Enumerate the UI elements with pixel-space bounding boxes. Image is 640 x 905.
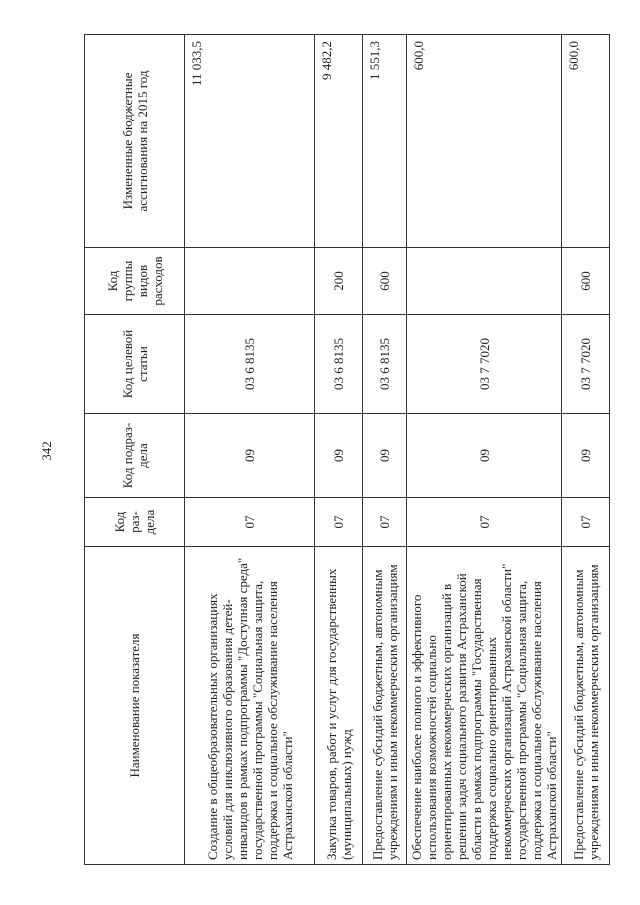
cell-name: Создание в общеобразовательных организациях условий для инклюзивного образования детей-инвалидов в рамках подпрограммы "Доступная среда" государственной программы "Социальная защита, поддержка и социальное обслуживание населения Астраханской области" bbox=[185, 547, 315, 865]
cell-amount: 600,0 bbox=[407, 35, 562, 248]
cell-statya: 03 7 7020 bbox=[407, 315, 562, 414]
rotated-table-inner bbox=[84, 35, 601, 865]
cell-statya: 03 6 8135 bbox=[363, 315, 407, 414]
cell-razdel: 07 bbox=[363, 498, 407, 547]
cell-amount: 600,0 bbox=[562, 35, 610, 248]
rotated-table-wrapper bbox=[84, 35, 601, 865]
cell-name: Предоставление субсидий бюджетным, автономным учреждениям и иным некоммерческим организациям bbox=[363, 547, 407, 865]
table-row bbox=[562, 35, 610, 865]
cell-podrazdel: 09 bbox=[407, 414, 562, 498]
cell-vid bbox=[407, 248, 562, 315]
table-row bbox=[315, 35, 363, 865]
cell-statya: 03 7 7020 bbox=[562, 315, 610, 414]
cell-podrazdel: 09 bbox=[315, 414, 363, 498]
cell-name: Обеспечение наиболее полного и эффективного использования возможностей социально ориентированных некоммерческих организаций в решении задач социального развития Астраханской области в рамках подпрограммы "Государственная поддержка социально ориентированных некоммерческих организаций Астраханской области" государственной программы "Социальная защита, поддержка и социальное обслуживание населения Астраханской области" bbox=[407, 547, 562, 865]
cell-podrazdel: 09 bbox=[185, 414, 315, 498]
table-row bbox=[407, 35, 562, 865]
header-podrazdel: Код подраз-дела bbox=[85, 414, 185, 498]
cell-podrazdel: 09 bbox=[363, 414, 407, 498]
header-name: Наименование показателя bbox=[85, 547, 185, 865]
table-header-row bbox=[85, 35, 185, 865]
cell-razdel: 07 bbox=[185, 498, 315, 547]
cell-statya: 03 6 8135 bbox=[315, 315, 363, 414]
header-amount: Измененные бюджетные ассигнования на 2015 год bbox=[85, 35, 185, 248]
cell-vid: 600 bbox=[363, 248, 407, 315]
cell-name: Предоставление субсидий бюджетным, автономным учреждениям и иным некоммерческим организациям bbox=[562, 547, 610, 865]
budget-table bbox=[84, 34, 610, 865]
page-number: 342 bbox=[39, 441, 54, 461]
cell-name: Закупка товаров, работ и услуг для государственных (муниципальных) нужд bbox=[315, 547, 363, 865]
header-vid: Код группы видов расходов bbox=[85, 248, 185, 315]
cell-vid bbox=[185, 248, 315, 315]
table-row bbox=[363, 35, 407, 865]
cell-razdel: 07 bbox=[407, 498, 562, 547]
header-razdel: Код раз-дела bbox=[85, 498, 185, 547]
cell-statya: 03 6 8135 bbox=[185, 315, 315, 414]
table-row bbox=[185, 35, 315, 865]
cell-razdel: 07 bbox=[562, 498, 610, 547]
cell-podrazdel: 09 bbox=[562, 414, 610, 498]
cell-amount: 11 033,5 bbox=[185, 35, 315, 248]
cell-vid: 200 bbox=[315, 248, 363, 315]
cell-amount: 9 482,2 bbox=[315, 35, 363, 248]
cell-vid: 600 bbox=[562, 248, 610, 315]
cell-amount: 1 551,3 bbox=[363, 35, 407, 248]
cell-razdel: 07 bbox=[315, 498, 363, 547]
header-statya: Код целевой статьи bbox=[85, 315, 185, 414]
